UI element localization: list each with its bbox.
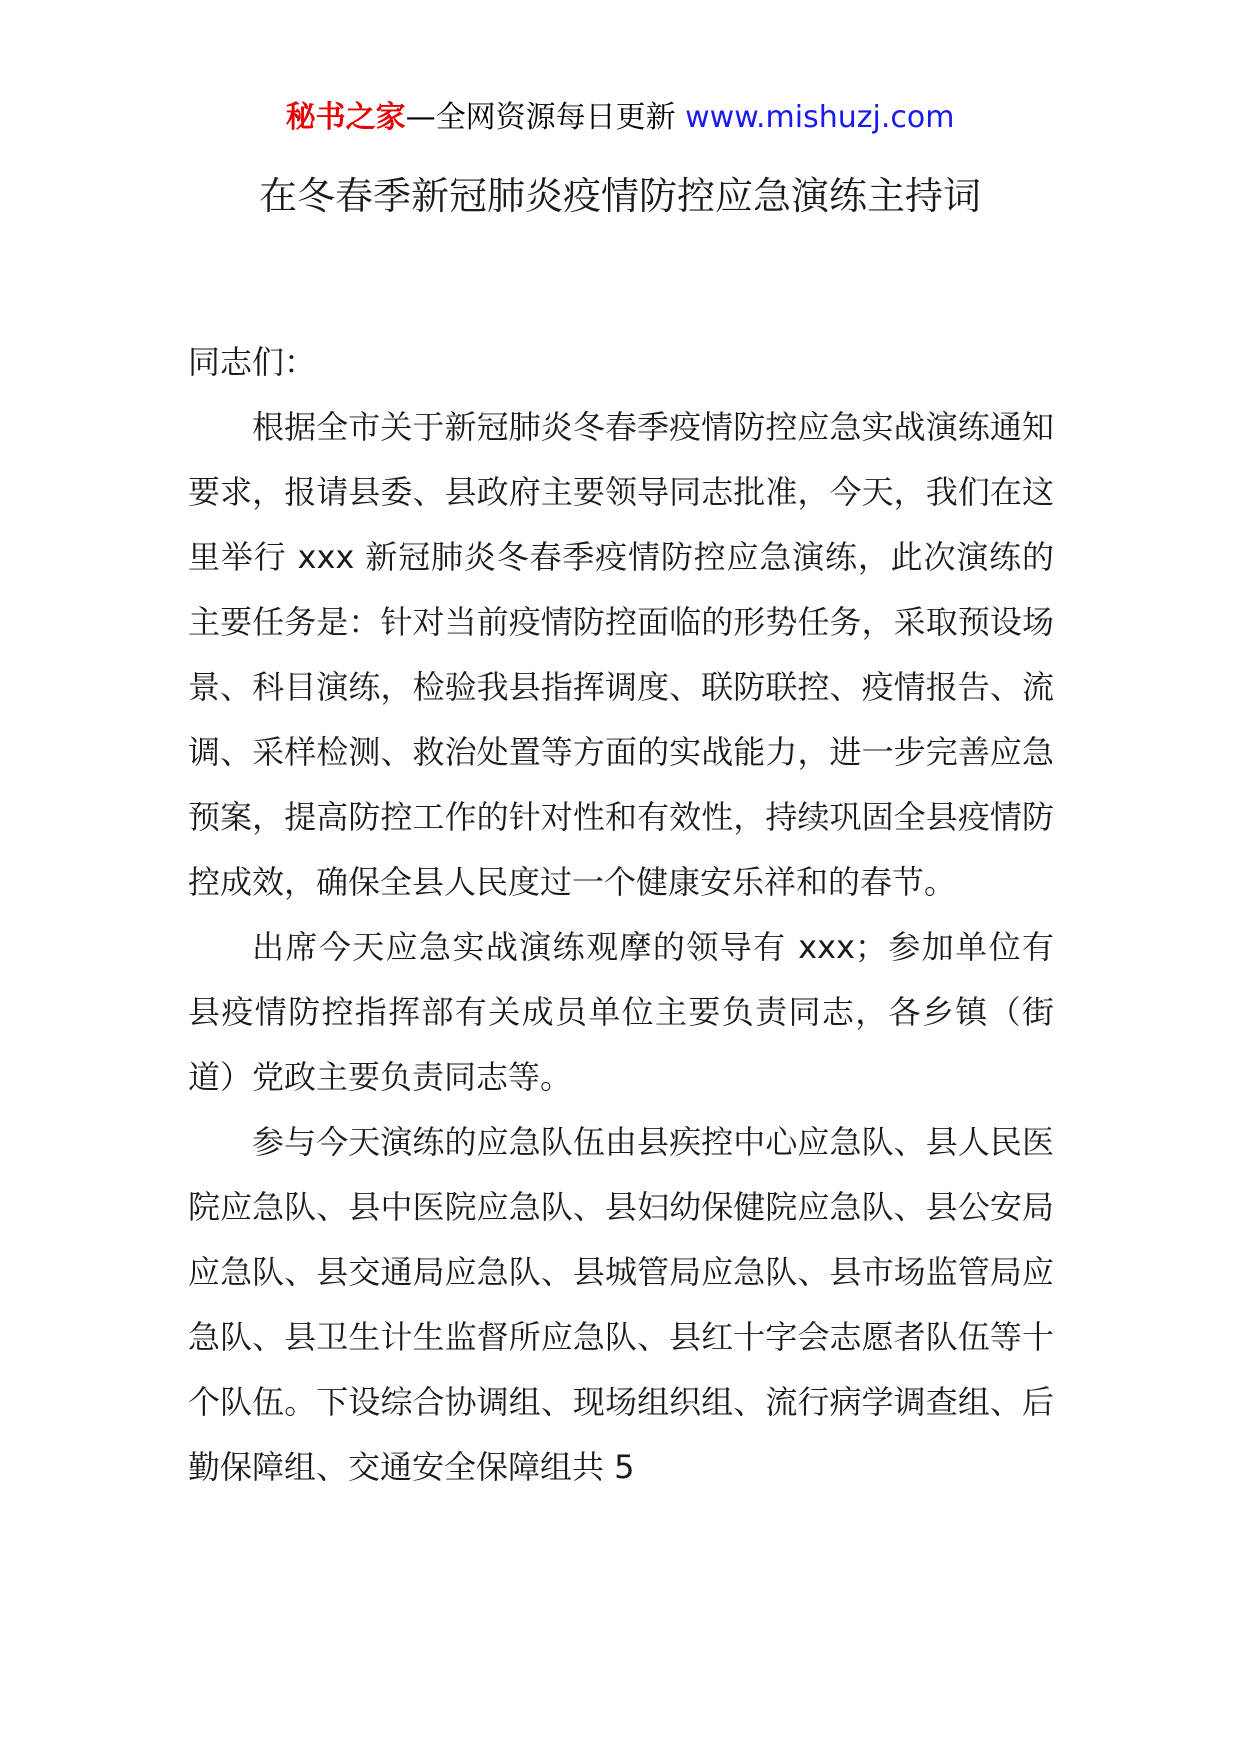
document-body [188, 330, 1054, 1500]
site-slogan: —全网资源每日更新 [405, 100, 676, 135]
site-url-link[interactable]: www.mishuzj.com [685, 100, 955, 135]
paragraph: 根据全市关于新冠肺炎冬春季疫情防控应急实战演练通知要求，报请县委、县政府主要领导同志批准，今天，我们在这里举行 xxx 新冠肺炎冬春季疫情防控应急演练，此次演练的主要任务是：针对当前疫情防控面临的形势任务，采取预设场景、科目演练，检验我县指挥调度、联防联控、疫情报告、流调、采样检测、救治处置等方面的实战能力，进一步完善应急预案，提高防控工作的针对性和有效性，持续巩固全县疫情防控成效，确保全县人民度过一个健康安乐祥和的春节。 [188, 408, 1054, 901]
paragraph: 参与今天演练的应急队伍由县疾控中心应急队、县人民医院应急队、县中医院应急队、县妇幼保健院应急队、县公安局应急队、县交通局应急队、县城管局应急队、县市场监管局应急队、县卫生计生监督所应急队、县红十字会志愿者队伍等十个队伍。下设综合协调组、现场组织组、流行病学调查组、后勤保障组、交通安全保障组共 5 [188, 1123, 1054, 1486]
site-header [0, 98, 1240, 137]
document-title: 在冬春季新冠肺炎疫情防控应急演练主持词 [258, 174, 981, 218]
salutation: 同志们： [188, 343, 317, 381]
brand-name: 秘书之家 [285, 100, 406, 135]
paragraph: 出席今天应急实战演练观摩的领导有 xxx；参加单位有县疫情防控指挥部有关成员单位主要负责同志，各乡镇（街道）党政主要负责同志等。 [188, 928, 1054, 1096]
